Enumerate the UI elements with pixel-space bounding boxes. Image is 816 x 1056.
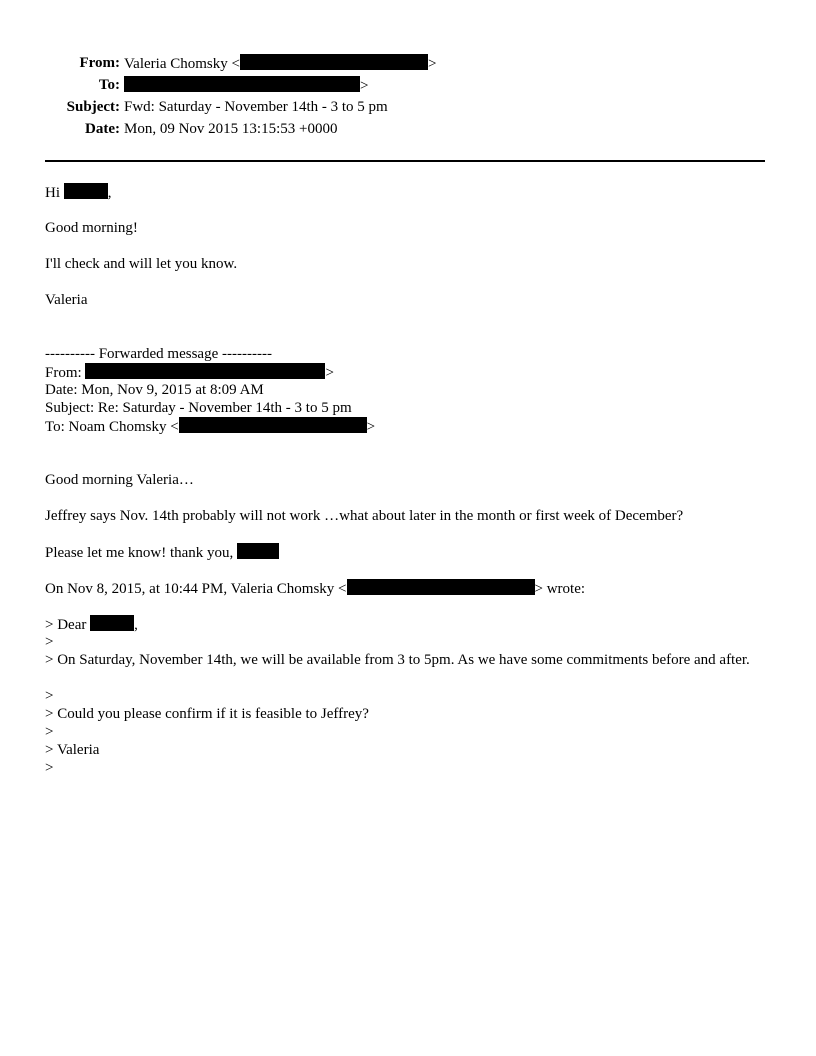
from-close: > bbox=[427, 56, 437, 72]
redaction-box bbox=[124, 76, 360, 92]
greeting-suffix: , bbox=[107, 185, 112, 201]
body-line: I'll check and will let you know. bbox=[45, 256, 238, 272]
forwarded-from-close: > bbox=[325, 365, 334, 381]
quoted-blank-line: > bbox=[45, 634, 54, 650]
quoted-blank-line: > bbox=[45, 760, 54, 776]
signoff-text: Please let me know! thank you, bbox=[45, 545, 238, 561]
forwarded-subject: Subject: Re: Saturday - November 14th - 3 to 5 pm bbox=[45, 400, 352, 416]
subject-value: Fwd: Saturday - November 14th - 3 to 5 pm bbox=[124, 99, 388, 115]
greeting bbox=[45, 183, 112, 202]
forwarded-from-prefix: From: bbox=[45, 365, 86, 381]
from-name: Valeria Chomsky < bbox=[124, 56, 240, 72]
redaction-box bbox=[90, 615, 134, 631]
forwarded-divider: ---------- Forwarded message ---------- bbox=[45, 346, 272, 362]
quoted-dear bbox=[45, 615, 138, 634]
greeting-prefix: Hi bbox=[45, 185, 64, 201]
forwarded-date: Date: Mon, Nov 9, 2015 at 8:09 AM bbox=[45, 382, 264, 398]
header-divider bbox=[45, 160, 765, 162]
date-value: Mon, 09 Nov 2015 13:15:53 +0000 bbox=[124, 121, 338, 137]
quoted-question: > Could you please confirm if it is feasible to Jeffrey? bbox=[45, 706, 369, 722]
forwarded-greeting: Good morning Valeria… bbox=[45, 472, 194, 488]
quoted-signature: > Valeria bbox=[45, 742, 100, 758]
from-label: From: bbox=[79, 55, 120, 71]
quote-intro-suffix: > wrote: bbox=[534, 581, 586, 597]
quoted-blank-line: > bbox=[45, 724, 54, 740]
to-label: To: bbox=[98, 77, 120, 93]
forwarded-from bbox=[45, 363, 334, 382]
redaction-box bbox=[179, 417, 367, 433]
body-line: Good morning! bbox=[45, 220, 138, 236]
from-value bbox=[124, 54, 436, 73]
quoted-dear-prefix: > Dear bbox=[45, 617, 91, 633]
redaction-box bbox=[347, 579, 535, 595]
forwarded-to-close: > bbox=[366, 419, 376, 435]
to-close: > bbox=[360, 78, 369, 94]
date-label: Date: bbox=[85, 121, 120, 137]
redaction-box bbox=[237, 543, 279, 559]
redaction-box bbox=[85, 363, 325, 379]
forwarded-to-prefix: To: Noam Chomsky < bbox=[45, 419, 179, 435]
quote-intro bbox=[45, 579, 585, 598]
redaction-box bbox=[240, 54, 428, 70]
forwarded-signoff bbox=[45, 543, 279, 562]
subject-label: Subject: bbox=[66, 99, 120, 115]
quoted-blank-line: > bbox=[45, 688, 54, 704]
quoted-dear-suffix: , bbox=[134, 617, 138, 633]
quoted-paragraph: > On Saturday, November 14th, we will be available from 3 to 5pm. As we have some commitments before and after. bbox=[45, 652, 750, 668]
forwarded-to bbox=[45, 417, 375, 436]
forwarded-paragraph: Jeffrey says Nov. 14th probably will not work …what about later in the month or first week of December? bbox=[45, 508, 684, 524]
to-value bbox=[124, 76, 368, 95]
quote-intro-prefix: On Nov 8, 2015, at 10:44 PM, Valeria Chomsky < bbox=[45, 581, 347, 597]
signature: Valeria bbox=[45, 292, 88, 308]
redaction-box bbox=[64, 183, 108, 199]
